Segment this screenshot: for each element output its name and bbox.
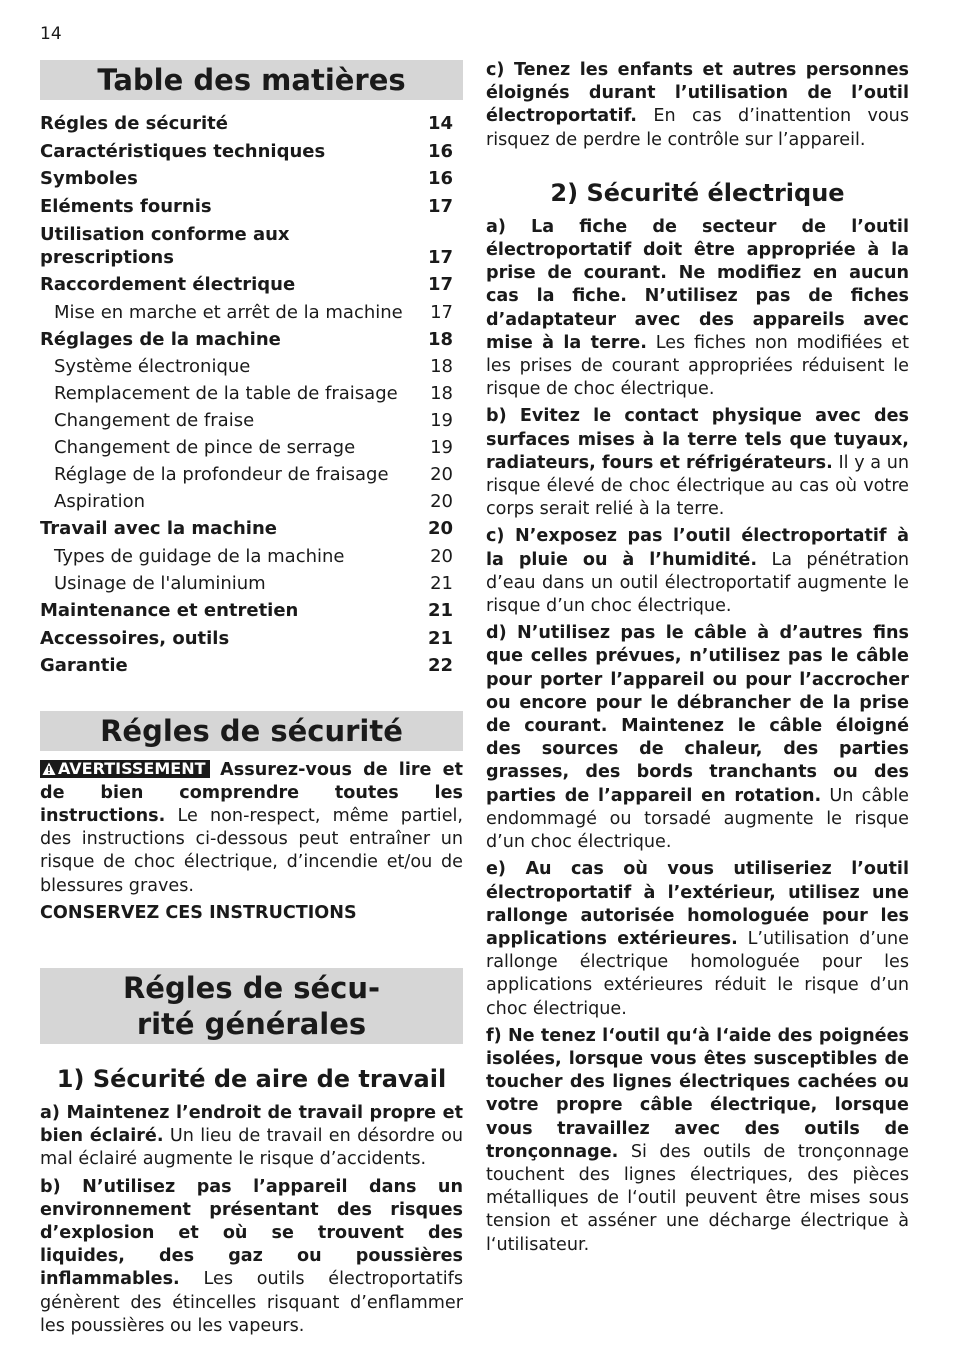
item-text: Il y a un risque élevé de choc électrique au cas où votre corps serait relié à la terre.	[486, 452, 909, 520]
item-bold: e) Au cas où vous utiliseriez l’outil électroportatif à l’extérieur, utilisez une rallonge autorisée homologuée pour les applications extérieures.	[486, 859, 909, 949]
toc-subentry	[40, 353, 463, 380]
toc-entry	[40, 271, 463, 299]
general-rules-title	[40, 968, 463, 1044]
toc-page: 20	[430, 491, 453, 513]
work-area-heading: 1) Sécurité de aire de travail	[56, 1064, 447, 1093]
item-text: Un câble endommagé ou torsadé augmente le risque d’un choc électrique.	[486, 785, 910, 853]
electrical-item-a	[486, 216, 909, 402]
toc-page: 19	[430, 437, 453, 459]
toc-entry	[40, 326, 463, 354]
toc-page: 19	[430, 410, 453, 432]
toc-entry	[40, 220, 463, 271]
toc-label: Mise en marche et arrêt de la machine	[54, 301, 403, 323]
toc-label: Remplacement de la table de fraisage	[54, 383, 398, 405]
item-bold: c) Tenez les enfants et autres personnes éloignés durant l’utilisation de l’outil électroportatif.	[486, 60, 909, 127]
toc-label: Régles de sécurité	[40, 113, 228, 135]
toc-page: 22	[427, 655, 453, 677]
warning-badge	[40, 760, 210, 778]
table-of-contents	[40, 110, 463, 680]
toc-label: Symboles	[40, 168, 138, 190]
toc-page: 20	[430, 545, 453, 567]
electrical-item-b	[486, 405, 909, 521]
toc-label: Maintenance et entretien	[40, 600, 299, 622]
toc-subentry	[40, 299, 463, 326]
safety-title: Régles de sécurité	[40, 711, 463, 751]
toc-label-line1: Utilisation conforme aux	[40, 223, 290, 245]
toc-page: 21	[430, 572, 453, 594]
toc-label: Types de guidage de la machine	[54, 545, 345, 567]
toc-subentry	[40, 488, 463, 515]
item-text: Si des outils de tronçonnage touchent des lignes électriques, des pièces métalliques de l‘outil peuvent être mises sous tension et asséner une décharge électrique à l‘utilisateur.	[486, 1141, 909, 1255]
left-column	[40, 60, 463, 1342]
warning-bold-text: Assurez-vous de lire et de bien comprendre toutes les instructions.	[40, 759, 463, 826]
work-area-item-b	[40, 1176, 463, 1338]
item-bold: a) Maintenez l’endroit de travail propre et bien éclairé.	[40, 1102, 463, 1147]
toc-page: 17	[430, 301, 453, 323]
toc-page: 20	[430, 464, 453, 486]
toc-label: Garantie	[40, 655, 128, 677]
item-bold: c) N’exposez pas l’outil électroportatif à la pluie ou à l’humidité.	[486, 526, 909, 570]
toc-page: 16	[427, 168, 453, 190]
toc-label: Réglages de la machine	[40, 328, 281, 350]
toc-page: 16	[427, 140, 453, 162]
electrical-item-c	[486, 525, 909, 618]
right-column	[486, 59, 909, 1261]
item-text: Les fiches non modifiées et les prises de courant appropriées réduisent le risque de choc électrique.	[486, 332, 910, 400]
toc-label: Changement de pince de serrage	[54, 437, 356, 459]
toc-subentry	[40, 434, 463, 461]
toc-title: Table des matières	[40, 60, 463, 100]
toc-entry	[40, 652, 463, 680]
electrical-item-f	[486, 1025, 909, 1257]
item-bold: d) N’utilisez pas le câble à d’autres fins que celles prévues, n’utilisez pas le câble pour porter l’appareil ou pour l’accrocher ou encore pour le débrancher de la prise de courant. Maintenez le câble éloigné des sources de chaleur, des parties grasses, des bords tranchants ou des parties de l’appareil en rotation.	[486, 623, 909, 806]
toc-entry	[40, 193, 463, 221]
electrical-item-d	[486, 622, 909, 854]
toc-page: 18	[430, 383, 453, 405]
toc-page: 17	[427, 246, 453, 268]
toc-label-line2: prescriptions	[40, 246, 174, 268]
item-bold: b) N’utilisez pas l’appareil dans un environnement présentant des risques d’explosion et où se trouvent des liquides, des gaz ou poussières inflammables.	[40, 1176, 463, 1290]
general-title-line1: Régles de sécu-	[122, 970, 381, 1005]
toc-page: 17	[427, 274, 453, 296]
general-title-line2: rité générales	[136, 1006, 367, 1041]
electrical-item-e	[486, 858, 909, 1020]
toc-entry	[40, 624, 463, 652]
toc-label: Usinage de l'aluminium	[54, 572, 266, 594]
toc-label: Eléments fournis	[40, 196, 212, 218]
toc-entry	[40, 165, 463, 193]
item-text: En cas d’inattention vous risquez de perdre le contrôle sur l’appareil.	[486, 106, 910, 150]
toc-subentry	[40, 570, 463, 597]
toc-subentry	[40, 380, 463, 407]
toc-entry	[40, 110, 463, 138]
toc-page: 21	[427, 600, 453, 622]
page-number: 14	[40, 24, 62, 44]
toc-subentry	[40, 407, 463, 434]
toc-label: Système électronique	[54, 356, 251, 378]
toc-page: 18	[427, 328, 453, 350]
item-bold: a) La fiche de secteur de l’outil électroportatif doit être appropriée à la prise de courant. Ne modifiez en aucun cas la fiche. N’utilisez pas de fiches d’adaptateur avec des appareils avec mise à la terre.	[486, 216, 909, 353]
toc-label	[40, 223, 290, 269]
toc-subentry	[40, 543, 463, 570]
toc-page: 20	[427, 518, 453, 540]
toc-page: 17	[427, 196, 453, 218]
item-text: L’utilisation d’une rallonge électrique homologuée pour les applications extérieures réduit le risque d’un choc électrique.	[486, 928, 909, 1019]
toc-entry	[40, 515, 463, 543]
toc-label: Aspiration	[54, 491, 146, 513]
keep-instructions: CONSERVEZ CES INSTRUCTIONS	[40, 902, 357, 923]
work-area-item-a	[40, 1102, 463, 1172]
toc-label: Accessoires, outils	[40, 627, 230, 649]
warning-paragraph	[40, 759, 463, 898]
toc-label: Réglage de la profondeur de fraisage	[54, 464, 389, 486]
item-text: La pénétration d’eau dans un outil électroportatif augmente le risque d’un choc électrique.	[486, 549, 910, 617]
toc-page: 21	[427, 627, 453, 649]
toc-label: Raccordement électrique	[40, 274, 296, 296]
toc-entry	[40, 138, 463, 166]
item-bold: f) Ne tenez l‘outil qu‘à l‘aide des poignées isolées, lorsque vous êtes susceptibles de toucher des lignes électriques cachées ou votre propre câble électrique, lorsque vous travaillez avec des outils de tronçonnage.	[486, 1025, 909, 1162]
toc-label: Caractéristiques techniques	[40, 140, 326, 162]
electrical-heading: 2) Sécurité électrique	[550, 178, 845, 207]
warning-badge-label: AVERTISSEMENT	[58, 758, 206, 778]
toc-entry	[40, 597, 463, 625]
toc-page: 18	[430, 356, 453, 378]
toc-label: Changement de fraise	[54, 410, 255, 432]
warning-body-text: Le non-respect, même partiel, des instructions ci-dessous peut entraîner un risque de choc électrique, d’incendie et/ou de blessures graves.	[40, 805, 464, 896]
toc-page: 14	[427, 113, 453, 135]
toc-subentry	[40, 461, 463, 488]
item-text: Un lieu de travail en désordre ou mal éclairé augmente le risque d’accidents.	[40, 1126, 464, 1170]
work-area-item-c	[486, 59, 909, 152]
item-text: Les outils électroportatifs génèrent des étincelles risquant d’enflammer les poussières ou les vapeurs.	[40, 1269, 464, 1336]
warning-triangle-icon	[42, 762, 56, 776]
toc-label: Travail avec la machine	[40, 518, 277, 540]
item-bold: b) Evitez le contact physique avec des surfaces mises à la terre tels que tuyaux, radiateurs, fours et réfrigérateurs.	[486, 406, 909, 473]
